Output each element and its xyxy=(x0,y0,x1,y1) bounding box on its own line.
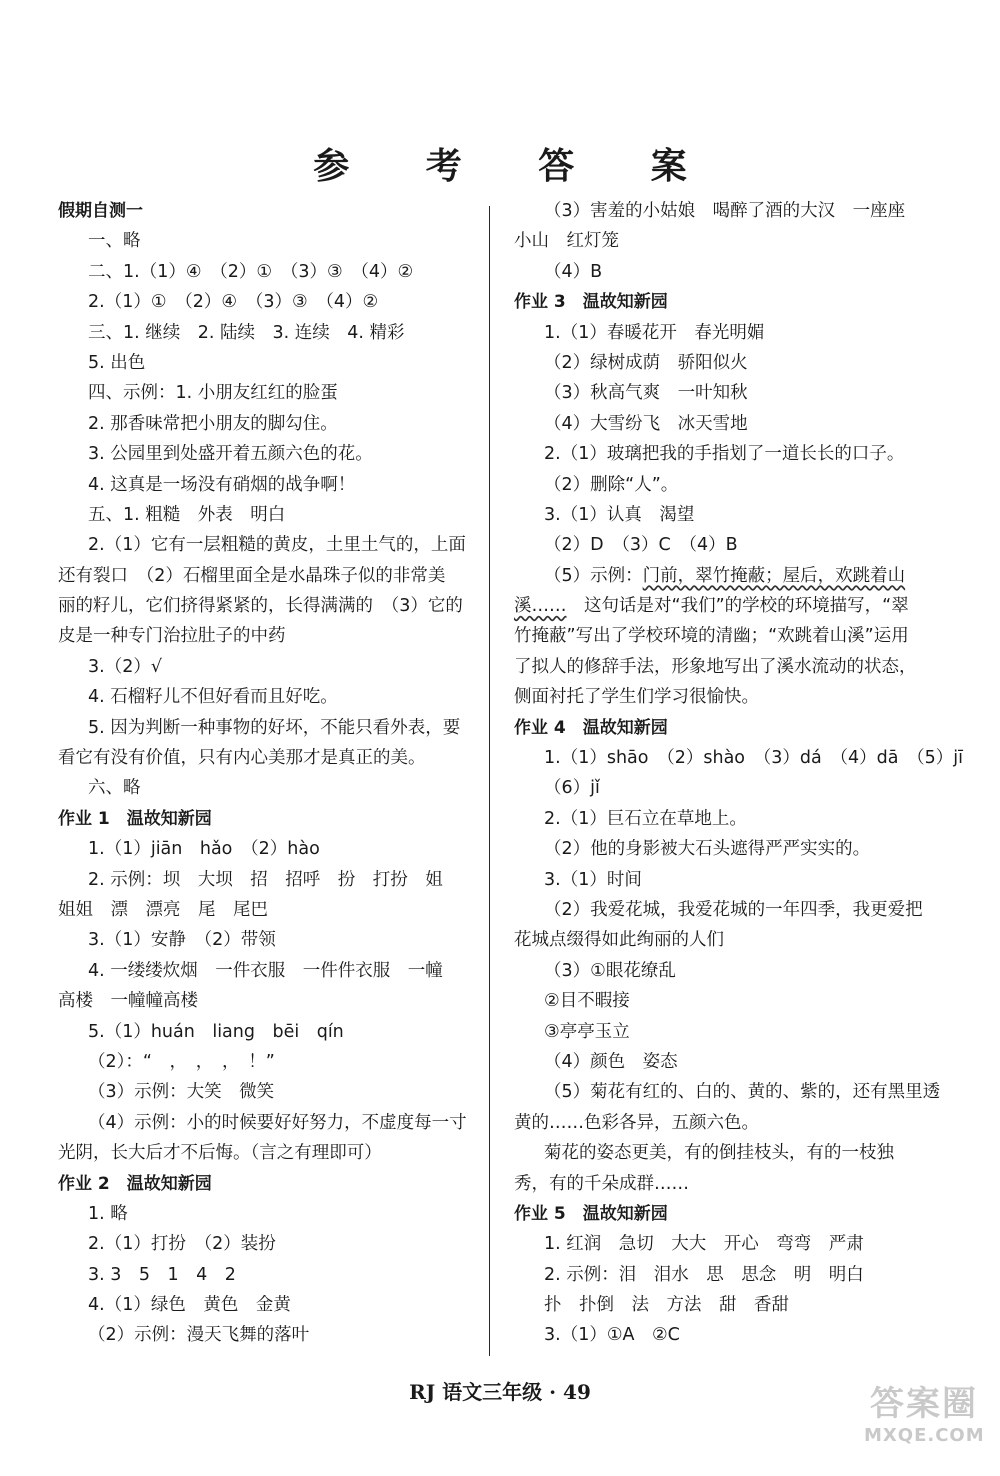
answer-line xyxy=(58,1260,466,1290)
underlined-quote: 门前，翠竹掩蔽；屋后，欢跳着山 xyxy=(642,565,906,586)
answer-line xyxy=(58,986,466,1016)
section-heading xyxy=(58,1169,466,1199)
answer-text: （2）他的身影被大石头遮得严严实实的。 xyxy=(544,839,871,860)
answer-text: 4.（1）绿色 黄色 金黄 xyxy=(88,1295,291,1316)
answer-text: 5. 出色 xyxy=(88,352,146,373)
answer-line xyxy=(58,713,466,743)
answer-line xyxy=(514,470,934,500)
answer-text: 作业 4 温故知新园 xyxy=(514,717,668,738)
answer-line xyxy=(514,1108,934,1138)
answer-text: （2）：“ ， ， ， ！” xyxy=(88,1051,275,1072)
answer-line xyxy=(58,865,466,895)
answer-line xyxy=(514,591,934,621)
answer-text: 1. 红润 急切 大大 开心 弯弯 严肃 xyxy=(544,1234,864,1255)
page-footer: RJ 语文三年级 · 49 xyxy=(409,1380,591,1404)
answer-text: 5.（1）huán liang bēi qín xyxy=(88,1021,344,1042)
answer-line xyxy=(514,318,934,348)
answer-line xyxy=(58,925,466,955)
right-column xyxy=(514,196,964,1351)
answer-text: 3.（1）安静 （2）带领 xyxy=(88,930,276,951)
answer-line xyxy=(58,439,466,469)
answer-line xyxy=(58,1199,466,1229)
answer-line xyxy=(514,378,934,408)
answer-line xyxy=(514,1047,934,1077)
answer-line xyxy=(58,378,466,408)
answer-line xyxy=(514,257,934,287)
answer-line xyxy=(514,652,934,682)
answer-text: 1.（1）春暖花开 春光明媚 xyxy=(544,322,765,343)
answer-line xyxy=(58,1290,466,1320)
answer-line xyxy=(58,470,466,500)
answer-text: 2.（1）① （2）④ （3）③ （4）② xyxy=(88,292,379,313)
section-heading xyxy=(514,1199,934,1229)
answer-text: 作业 2 温故知新园 xyxy=(58,1173,212,1194)
section-heading xyxy=(514,713,934,743)
answer-text: （2）删除“人”。 xyxy=(544,474,679,495)
answer-text: 四、示例：1. 小朋友红红的脸蛋 xyxy=(88,383,338,404)
answer-line xyxy=(58,1138,466,1168)
answer-text: ②目不暇接 xyxy=(544,991,630,1012)
answer-line xyxy=(514,865,934,895)
answer-text: 皮是一种专门治拉肚子的中药 xyxy=(58,626,286,647)
answer-text: 小山 红灯笼 xyxy=(514,231,619,252)
answer-line xyxy=(514,956,934,986)
answer-line xyxy=(514,804,934,834)
column-divider xyxy=(489,206,490,1356)
answer-text: （4）颜色 姿态 xyxy=(544,1051,678,1072)
answer-text: （3）①眼花缭乱 xyxy=(544,960,676,981)
answer-line xyxy=(514,226,934,256)
answer-line xyxy=(514,196,934,226)
answer-text: （4）大雪纷飞 冰天雪地 xyxy=(544,413,748,434)
answer-line xyxy=(514,682,934,712)
answer-line xyxy=(58,621,466,651)
answer-line xyxy=(514,895,934,925)
answer-text: 五、1. 粗糙 外表 明白 xyxy=(88,504,286,525)
answer-text: （2）示例：漫天飞舞的落叶 xyxy=(88,1325,310,1346)
answer-line xyxy=(514,621,934,651)
answer-line xyxy=(514,1138,934,1168)
watermark-text: 答案圈 xyxy=(870,1384,978,1424)
answer-line xyxy=(58,287,466,317)
answer-text: 丽的籽儿，它们挤得紧紧的，长得满满的 （3）它的 xyxy=(58,596,463,617)
section-heading xyxy=(514,287,934,317)
answer-line xyxy=(514,773,934,803)
answer-text: 扑 扑倒 法 方法 甜 香甜 xyxy=(544,1295,789,1316)
answer-line xyxy=(514,1320,934,1350)
watermark-url: MXQE.COM xyxy=(864,1425,985,1446)
answer-line xyxy=(58,530,466,560)
answer-text: （4）B xyxy=(544,261,603,282)
answer-text: 作业 3 温故知新园 xyxy=(514,292,668,313)
answer-text: 秀，有的千朵成群…… xyxy=(514,1173,689,1194)
answer-line xyxy=(58,1108,466,1138)
answer-line xyxy=(58,682,466,712)
answer-line xyxy=(58,1047,466,1077)
answer-line xyxy=(58,591,466,621)
answer-line xyxy=(514,500,934,530)
answer-line xyxy=(514,1260,934,1290)
answer-text: （5）菊花有红的、白的、黄的、紫的，还有黑里透 xyxy=(544,1082,941,1103)
answer-line xyxy=(514,925,934,955)
answer-line xyxy=(58,257,466,287)
answer-line xyxy=(514,439,934,469)
answer-text: 3. 3 5 1 4 2 xyxy=(88,1264,236,1285)
answer-text: （2）D （3）C （4）B xyxy=(544,535,738,556)
answer-text: 3. 公园里到处盛开着五颜六色的花。 xyxy=(88,444,373,465)
answer-line xyxy=(514,1077,941,1107)
answer-line xyxy=(514,348,934,378)
answer-text: 高楼 一幢幢高楼 xyxy=(58,991,198,1012)
answer-text: 1. 略 xyxy=(88,1203,128,1224)
answer-text: 看它有没有价值，只有内心美那才是真正的美。 xyxy=(58,748,426,769)
answer-text: 菊花的姿态更美，有的倒挂枝头，有的一枝独 xyxy=(544,1143,894,1164)
answer-text: 3.（2）√ xyxy=(88,656,162,677)
answer-line xyxy=(58,348,466,378)
answer-line xyxy=(58,834,466,864)
answer-text: 六、略 xyxy=(88,778,141,799)
answer-text: 2. 示例：坝 大坝 招 招呼 扮 打扮 姐 xyxy=(88,869,443,890)
answer-text: 3.（1）时间 xyxy=(544,869,642,890)
answer-text: （3）秋高气爽 一叶知秋 xyxy=(544,383,748,404)
answer-text: 4. 石榴籽儿不但好看而且好吃。 xyxy=(88,687,338,708)
watermark-logo xyxy=(864,1376,984,1466)
answer-text: 三、1. 继续 2. 陆续 3. 连续 4. 精彩 xyxy=(88,322,405,343)
answer-text: 侧面衬托了学生们学习很愉快。 xyxy=(514,687,759,708)
answer-line xyxy=(514,409,934,439)
section-heading xyxy=(58,804,466,834)
answer-line xyxy=(58,743,466,773)
left-column xyxy=(58,196,466,1351)
answer-text: 作业 1 温故知新园 xyxy=(58,808,212,829)
answer-text: 2.（1）打扮 （2）装扮 xyxy=(88,1234,276,1255)
page-title: 参 考 答 案 xyxy=(313,145,719,187)
answer-text: 黄的……色彩各异，五颜六色。 xyxy=(514,1112,759,1133)
answer-text: 4. 一缕缕炊烟 一件衣服 一件件衣服 一幢 xyxy=(88,960,443,981)
section-heading xyxy=(58,196,466,226)
answer-line xyxy=(514,530,934,560)
answer-text: 光阴，长大后才不后悔。（言之有理即可） xyxy=(58,1143,382,1164)
answer-text: 1.（1）jiān hǎo （2）hào xyxy=(88,839,320,860)
answer-line xyxy=(58,226,466,256)
answer-text: 竹掩蔽”写出了学校环境的清幽；“欢跳着山溪”运用 xyxy=(514,626,909,647)
answer-line xyxy=(58,1077,466,1107)
answer-line xyxy=(514,743,964,773)
answer-text: （5）示例： xyxy=(544,565,643,586)
answer-text: （4）示例：小的时候要好好努力，不虚度每一寸 xyxy=(88,1112,467,1133)
answer-text: 二、1.（1）④ （2）① （3）③ （4）② xyxy=(88,261,414,282)
answer-text: （3）害羞的小姑娘 喝醉了酒的大汉 一座座 xyxy=(544,201,906,221)
answer-line xyxy=(514,1229,934,1259)
answer-text-tail: 这句话是对“我们”的学校的环境描写，“翠 xyxy=(566,596,909,617)
answer-text: ③亭亭玉立 xyxy=(544,1021,630,1042)
answer-line xyxy=(514,834,934,864)
answer-line xyxy=(58,956,466,986)
answer-text: 假期自测一 xyxy=(58,201,143,221)
answer-text: 一、略 xyxy=(88,231,141,252)
answer-text: 还有裂口 （2）石榴里面全是水晶珠子似的非常美 xyxy=(58,565,446,586)
answer-text: 2. 那香味常把小朋友的脚勾住。 xyxy=(88,413,338,434)
answer-line xyxy=(58,773,466,803)
answer-line xyxy=(58,1320,466,1350)
answer-line xyxy=(58,1229,466,1259)
answer-line xyxy=(58,500,466,530)
answer-line xyxy=(514,561,934,591)
answer-line xyxy=(514,1290,934,1320)
answer-text: 3.（1）认真 渴望 xyxy=(544,504,695,525)
answer-text: （3）示例：大笑 微笑 xyxy=(88,1082,275,1103)
answer-text: （2）绿树成荫 骄阳似火 xyxy=(544,352,748,373)
answer-text: 2.（1）它有一层粗糙的黄皮，土里土气的，上面 xyxy=(88,535,466,556)
answer-text: （6）jǐ xyxy=(544,778,600,799)
underlined-quote: 溪…… xyxy=(514,596,567,617)
answer-text: 作业 5 温故知新园 xyxy=(514,1203,668,1224)
answer-line xyxy=(58,652,466,682)
answer-line xyxy=(58,895,466,925)
answer-text: 2.（1）玻璃把我的手指划了一道长长的口子。 xyxy=(544,444,905,465)
answer-text: 2. 示例：泪 泪水 思 思念 明 明白 xyxy=(544,1264,864,1285)
answer-line xyxy=(58,409,466,439)
answer-text: 2.（1）巨石立在草地上。 xyxy=(544,808,747,829)
answer-text: 了拟人的修辞手法，形象地写出了溪水流动的状态， xyxy=(514,656,917,677)
answer-text: 5. 因为判断一种事物的好坏，不能只看外表，要 xyxy=(88,717,461,738)
answer-text: 姐姐 漂 漂亮 尾 尾巴 xyxy=(58,899,268,920)
answer-text: 3.（1）①A ②C xyxy=(544,1325,680,1346)
answer-text: 花城点缀得如此绚丽的人们 xyxy=(514,930,724,951)
answer-text: 1.（1）shāo （2）shào （3）dá （4）dā （5）jī xyxy=(544,748,964,769)
answer-line xyxy=(514,1017,934,1047)
answer-text: 4. 这真是一场没有硝烟的战争啊！ xyxy=(88,474,356,495)
answer-line xyxy=(514,1169,934,1199)
answer-line xyxy=(58,318,466,348)
answer-text: （2）我爱花城，我爱花城的一年四季，我更爱把 xyxy=(544,899,923,920)
answer-line xyxy=(514,986,934,1016)
answer-line xyxy=(58,1017,466,1047)
answer-line xyxy=(58,561,466,591)
